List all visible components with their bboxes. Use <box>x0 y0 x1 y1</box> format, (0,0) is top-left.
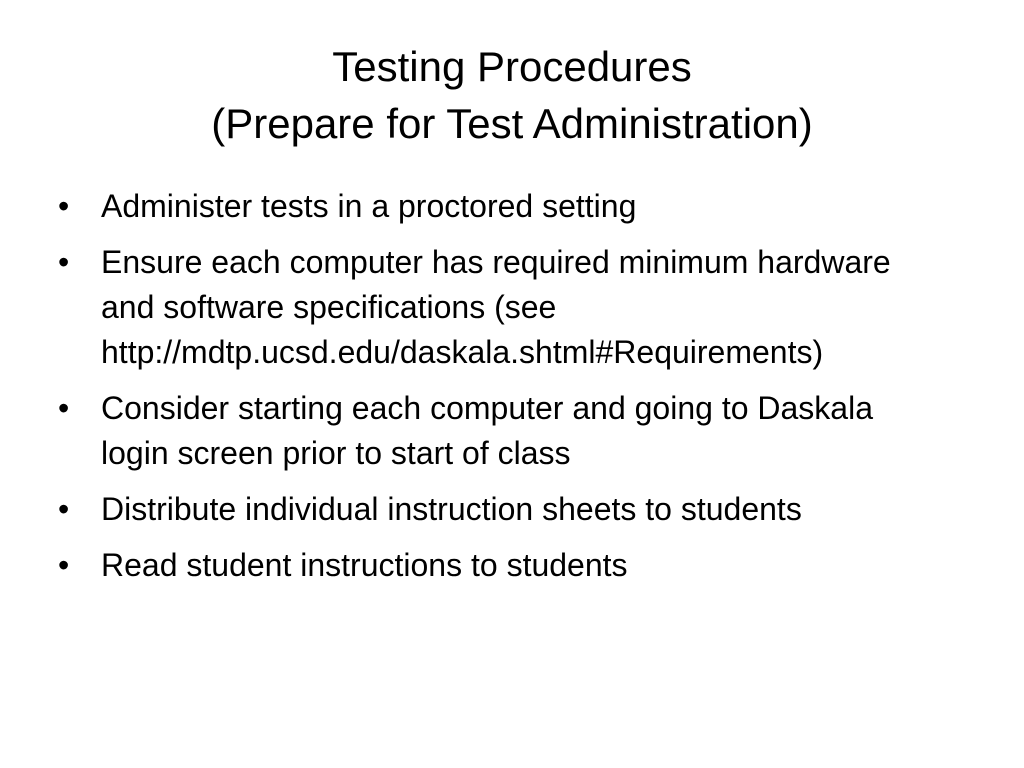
bullet-item <box>58 386 948 476</box>
bullet-text: Administer tests in a proctored setting <box>101 188 637 224</box>
slide-title-line-1: Testing Procedures <box>332 43 692 90</box>
bullet-item <box>58 240 948 375</box>
bullet-item <box>58 543 948 588</box>
slide-title-line-2: (Prepare for Test Administration) <box>211 100 813 147</box>
bullet-icon: • <box>58 547 70 583</box>
bullet-icon: • <box>58 244 70 280</box>
bullet-text: Ensure each computer has required minimum hardware and software specifications (see http://mdtp.ucsd.edu/daskala.shtml#Requirements) <box>101 244 891 370</box>
bullet-list <box>58 184 948 599</box>
slide-title <box>60 38 964 152</box>
bullet-text: Distribute individual instruction sheets to students <box>101 491 802 527</box>
bullet-text: Consider starting each computer and going to Daskala login screen prior to start of class <box>101 390 873 471</box>
bullet-item <box>58 487 948 532</box>
bullet-icon: • <box>58 188 70 224</box>
bullet-icon: • <box>58 390 70 426</box>
bullet-text: Read student instructions to students <box>101 547 628 583</box>
bullet-item <box>58 184 948 229</box>
bullet-icon: • <box>58 491 70 527</box>
